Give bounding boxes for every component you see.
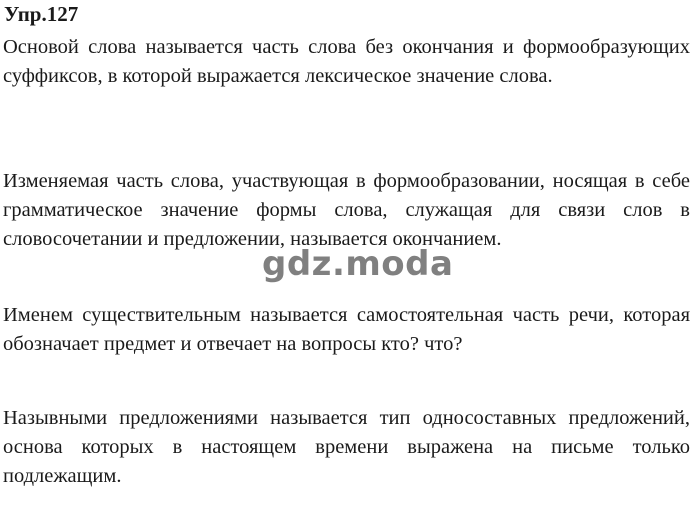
exercise-title: Упр.127 xyxy=(4,2,79,26)
paragraph-word-stem: Основой слова называется часть слова без окончания и формообразующих суффиксов, в которой выражается лексическое значение слова. xyxy=(3,36,690,87)
paragraph-noun: Именем существительным называется самостоятельная часть речи, которая обозначает предмет и отвечает на вопросы кто? что? xyxy=(3,304,690,355)
paragraph-nominative-sentences: Назывными предложениями называется тип односоставных предложений, основа которых в настоящем времени выражена на письме только подлежащим. xyxy=(3,407,690,487)
watermark-logo: gdz.moda xyxy=(262,244,454,284)
paragraph-word-ending: Изменяемая часть слова, участвующая в формообразовании, носящая в себе грамматическое значение формы слова, служащая для связи слов в словосочетании и предложении, называется окончанием. xyxy=(3,170,690,250)
